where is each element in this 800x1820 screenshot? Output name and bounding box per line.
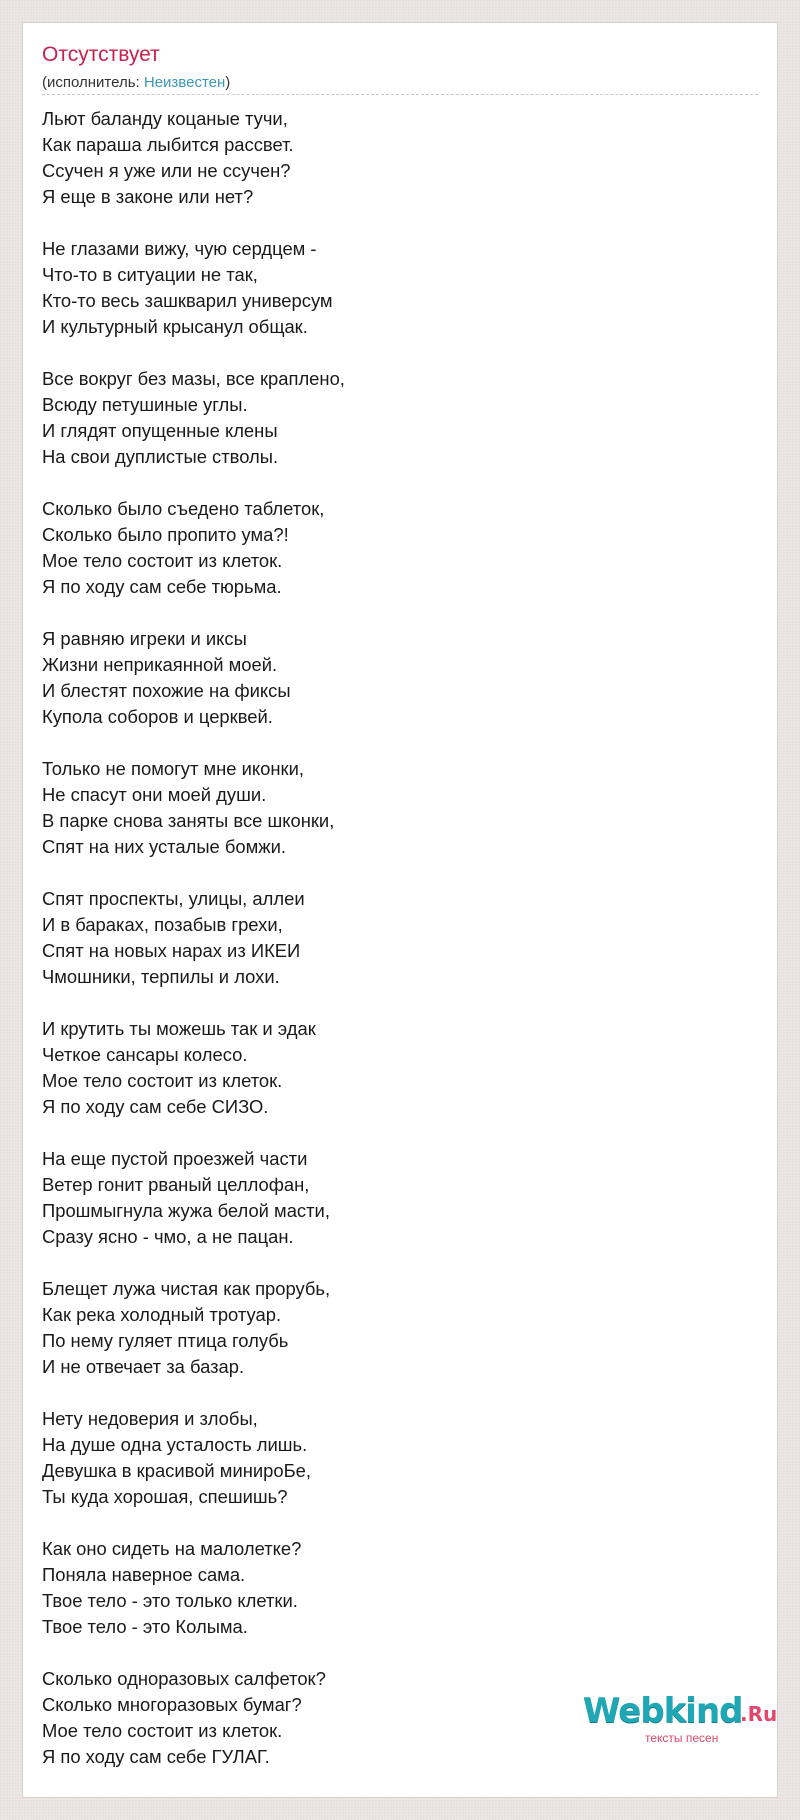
lyrics-line: Не спасут они моей души.: [42, 784, 267, 805]
lyrics-line: Я по ходу сам себе СИЗО.: [42, 1096, 269, 1117]
lyrics-line: По нему гуляет птица голубь: [42, 1330, 289, 1351]
lyrics-line: На еще пустой проезжей части: [42, 1148, 308, 1169]
lyrics-line: И не отвечает за базар.: [42, 1356, 245, 1377]
lyrics-line: Четкое сансары колесо.: [42, 1044, 248, 1065]
lyrics-line: Спят на новых нарах из ИКЕИ: [42, 940, 301, 961]
lyrics-line: Как параша лыбится рассвет.: [42, 134, 294, 155]
lyrics-stanza: [42, 886, 742, 990]
lyrics-line: На свои дуплистые стволы.: [42, 446, 279, 467]
lyrics-stanza: [42, 1146, 742, 1250]
lyrics-line: И крутить ты можешь так и эдак: [42, 1018, 316, 1039]
lyrics-line: В парке снова заняты все шконки,: [42, 810, 335, 831]
lyrics-line: Как река холодный тротуар.: [42, 1304, 282, 1325]
lyrics-line: Я равняю игреки и иксы: [42, 628, 247, 649]
lyrics-line: Нету недоверия и злобы,: [42, 1408, 258, 1429]
lyrics-stanza: [42, 1536, 742, 1640]
lyrics-line: Поняла наверное сама.: [42, 1564, 246, 1585]
lyrics-line: Спят на них усталые бомжи.: [42, 836, 286, 857]
lyrics-line: Всюду петушиные углы.: [42, 394, 248, 415]
lyrics-line: Девушка в красивой минироБе,: [42, 1460, 312, 1481]
lyrics-line: Кто-то весь зашкварил универсум: [42, 290, 333, 311]
lyrics-stanza: [42, 496, 742, 600]
lyrics-line: Как оно сидеть на малолетке?: [42, 1538, 302, 1559]
lyrics-line: Я по ходу сам себе ГУЛАГ.: [42, 1746, 270, 1767]
lyrics-line: Купола соборов и церквей.: [42, 706, 273, 727]
lyrics-stanza: [42, 1406, 742, 1510]
lyrics-line: Мое тело состоит из клеток.: [42, 1720, 283, 1741]
lyrics-stanza: [42, 626, 742, 730]
lyrics-stanza: [42, 756, 742, 860]
lyrics-stanza: [42, 236, 742, 340]
title-divider: [42, 94, 758, 95]
song-title: Отсутствует: [42, 43, 160, 66]
lyrics-line: На душе одна усталость лишь.: [42, 1434, 308, 1455]
logo-subtitle: тексты песен: [645, 1731, 719, 1745]
lyrics-line: Прошмыгнула жужа белой масти,: [42, 1200, 330, 1221]
lyrics-text: [42, 106, 742, 1796]
lyrics-stanza: [42, 1276, 742, 1380]
lyrics-line: И блестят похожие на фиксы: [42, 680, 291, 701]
lyrics-line: Ссучен я уже или не ссучен?: [42, 160, 291, 181]
lyrics-card: [22, 22, 778, 1798]
lyrics-line: Только не помогут мне иконки,: [42, 758, 304, 779]
logo-main-text: Webkind: [583, 1691, 743, 1731]
lyrics-line: Ты куда хорошая, спешишь?: [42, 1486, 288, 1507]
lyrics-stanza: [42, 366, 742, 470]
lyrics-line: Сколько было пропито ума?!: [42, 524, 289, 545]
artist-suffix: ): [225, 74, 231, 91]
lyrics-line: Спят проспекты, улицы, аллеи: [42, 888, 305, 909]
lyrics-line: Все вокруг без мазы, все краплено,: [42, 368, 345, 389]
lyrics-line: Сразу ясно - чмо, а не пацан.: [42, 1226, 294, 1247]
lyrics-line: Мое тело состоит из клеток.: [42, 1070, 283, 1091]
artist-link[interactable]: Неизвестен: [143, 74, 226, 91]
lyrics-line: Твое тело - это только клетки.: [42, 1590, 298, 1611]
lyrics-line: Ветер гонит рваный целлофан,: [42, 1174, 310, 1195]
lyrics-line: Я еще в законе или нет?: [42, 186, 254, 207]
lyrics-line: Сколько одноразовых салфеток?: [42, 1668, 326, 1689]
lyrics-line: Я по ходу сам себе тюрьма.: [42, 576, 282, 597]
lyrics-line: Блещет лужа чистая как прорубь,: [42, 1278, 331, 1299]
artist-line: [42, 74, 230, 91]
lyrics-line: Мое тело состоит из клеток.: [42, 550, 283, 571]
lyrics-line: И культурный крысанул общак.: [42, 316, 308, 337]
lyrics-line: И в бараках, позабыв грехи,: [42, 914, 283, 935]
lyrics-line: Жизни неприкаянной моей.: [42, 654, 278, 675]
lyrics-line: И глядят опущенные клены: [42, 420, 278, 441]
webkind-logo[interactable]: [583, 1691, 778, 1761]
lyrics-stanza: [42, 106, 742, 210]
lyrics-line: Сколько многоразовых бумаг?: [42, 1694, 302, 1715]
lyrics-line: Льют баланду коцаные тучи,: [42, 108, 288, 129]
logo-tld-text: .Ru: [740, 1702, 778, 1726]
lyrics-line: Сколько было съедено таблеток,: [42, 498, 325, 519]
lyrics-line: Что-то в ситуации не так,: [42, 264, 258, 285]
lyrics-line: Не глазами вижу, чую сердцем -: [42, 238, 317, 259]
lyrics-stanza: [42, 1016, 742, 1120]
artist-prefix: (исполнитель:: [42, 74, 144, 91]
lyrics-line: Твое тело - это Колыма.: [42, 1616, 248, 1637]
lyrics-line: Чмошники, терпилы и лохи.: [42, 966, 280, 987]
